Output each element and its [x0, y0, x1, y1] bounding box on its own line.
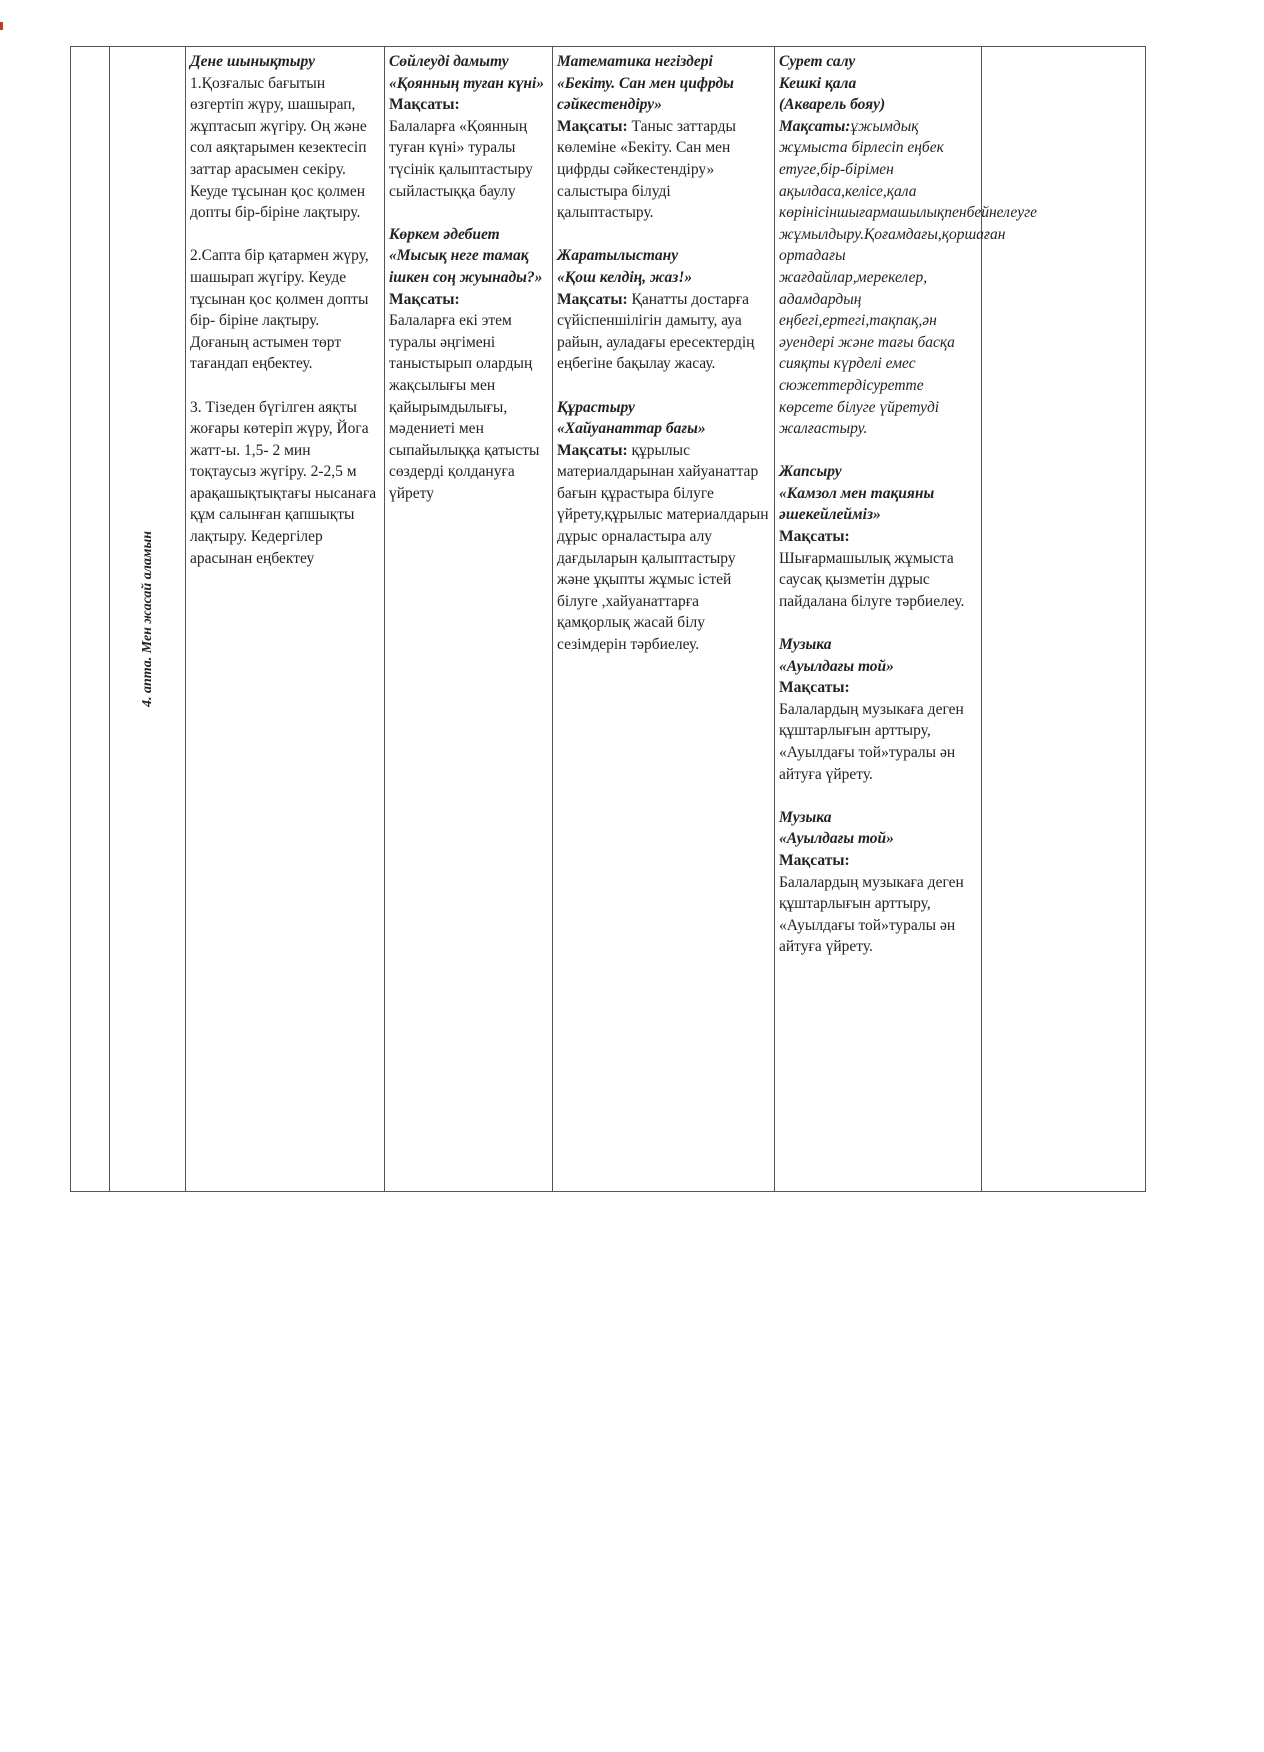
goal-label: Мақсаты:: [779, 851, 850, 869]
lesson-topic: «Қоянның туған күні»: [389, 74, 545, 92]
week-label: 4. апта. Мен жасай аламын: [139, 531, 155, 707]
goal-text: ұжымдық жұмыста бірлесіп еңбек етуге,бір-бірімен ақылдаса,келісе,қала көрінісіншығармашылықпенбейнелеуге жұмылдыру.Қоғамдағы,қоршаған ортадағы жағдайлар,мерекелер, адамдардың еңбегі,ертегі,тақпақ,ән әуендері және тағы басқа сияқты күрделі емес сюжеттердісуретте көрсете білуге үйретуді жалғастыру.: [779, 117, 1038, 438]
lesson-topic: «Хайуанаттар бағы»: [557, 420, 706, 438]
lesson-block: [557, 245, 770, 375]
goal-label: Мақсаты:: [557, 290, 628, 308]
week-cell: [110, 47, 186, 1192]
column-math-science-construction: [553, 47, 775, 1192]
subject-title: Дене шынықтыру: [190, 53, 315, 70]
lesson-block: [190, 51, 380, 569]
lesson-topic: «Бекіту. Сан мен цифрды сәйкестендіру»: [557, 74, 734, 114]
weekly-plan-table: [70, 46, 1146, 1192]
lesson-block: [557, 51, 770, 224]
paragraph: 3. Тізеден бүгілген аяқты жоғары көтеріп жүру, Йога жатт-ы. 1,5- 2 мин тоқтаусыз жүгіру. 2-2,5 м арақашықтықтағы нысанаға құм салынған қапшықты лақтыру. Кедергілер арасынан еңбектеу: [190, 398, 377, 567]
table-row: [71, 47, 1146, 1192]
goal-text: Балаларға «Қоянның туған күні» туралы түсінік қалыптастыру сыйластыққа баулу: [389, 117, 533, 200]
lesson-topic-note: (Акварель бояу): [779, 96, 886, 114]
lesson-block: [779, 807, 977, 958]
goal-label: Мақсаты:: [557, 117, 628, 135]
subject-title: Жапсыру: [779, 463, 842, 481]
goal-text: Балаларға екі этем туралы әңгімені таныстырып олардың жақсылығы мен қайырымдылығы, мәдениеті мен сыпайылыққа қатысты сөздерді қолдануға үйрету: [389, 312, 540, 502]
goal-label: Мақсаты:: [557, 441, 628, 459]
goal-text: Балалардың музыкаға деген құштарлығын арттыру, «Ауылдағы той»туралы ән айтуға үйрету.: [779, 873, 964, 956]
lesson-block: [779, 51, 1038, 440]
subject-title: Сөйлеуді дамыту: [389, 53, 509, 70]
goal-text: Қанатты достарға сүйіспеншілігін дамыту, ауа райын, ауладағы ересектердің еңбегіне бақылау жасау.: [557, 290, 755, 373]
goal-label: Мақсаты:: [389, 290, 460, 308]
goal-line: [557, 116, 770, 224]
subject-title: Сурет салу: [779, 53, 856, 70]
subject-title: Математика негіздері: [557, 53, 713, 70]
paragraph: 1.Қозғалыс бағытын өзгертіп жүру, шашырап, жұптасып жүгіру. Оң және сол аяқтарымен кезектесіп заттар арасымен секіру. Кеуде тұсынан қос қолмен допты бір-біріне лақтыру.: [190, 74, 367, 222]
goal-line: [779, 116, 1038, 440]
subject-title: Музыка: [779, 808, 832, 826]
goal-text: Балалардың музыкаға деген құштарлығын арттыру, «Ауылдағы той»туралы ән айтуға үйрету.: [779, 700, 964, 783]
lesson-topic: «Мысық неге тамақ ішкен соң жуынады?»: [389, 247, 543, 286]
subject-title: Көркем әдебиет: [389, 225, 500, 243]
lesson-topic: «Қош келдің, жаз!»: [557, 268, 693, 286]
lesson-block: [389, 224, 548, 505]
lesson-topic: «Ауылдағы той»: [779, 830, 894, 848]
goal-label: Мақсаты:: [779, 117, 851, 135]
lesson-topic: «Камзол мен тақияны әшекейлейміз»: [779, 484, 935, 524]
goal-text: Таныс заттарды көлеміне «Бекіту. Сан мен цифрды сәйкестендіру» салыстыра білуді қалыптастыру.: [557, 117, 736, 222]
column-art-music: [775, 47, 1038, 1192]
goal-label: Мақсаты:: [779, 679, 850, 697]
goal-label: Мақсаты:: [389, 96, 460, 114]
lesson-block: [779, 461, 977, 612]
margin-cell: [71, 47, 110, 1192]
goal-line: [557, 289, 770, 375]
lesson-block: [779, 634, 977, 785]
lesson-block: [389, 51, 548, 202]
column-physical-education: [186, 47, 385, 1192]
scan-corner-mark: [0, 22, 3, 30]
subject-title: Музыка: [779, 636, 832, 654]
goal-text: құрылыс материалдарынан хайуанаттар бағын құрастыра білуге үйрету,құрылыс материалдарын дұрыс орналастыра алу дағдыларын қалыптастыру және ұқыпты жұмыс істей білуге ,хайуанаттарға қамқорлық жасай білу сезімдерін тәрбиелеу.: [557, 441, 769, 654]
paragraph: 2.Сапта бір қатармен жүру, шашырап жүгіру. Кеуде тұсынан қос қолмен допты бір- біріне лақтыру. Доғаның астымен төрт тағандап еңбектеу.: [190, 247, 369, 373]
goal-text: Шығармашылық жұмыста саусақ қызметін дұрыс пайдалана білуге тәрбиелеу.: [779, 549, 965, 610]
goal-line: [557, 440, 770, 656]
subject-title: Жаратылыстану: [557, 247, 679, 265]
lesson-topic: «Ауылдағы той»: [779, 657, 894, 675]
lesson-block: [557, 397, 770, 656]
subject-title: Құрастыру: [557, 398, 635, 416]
lesson-topic: Кешкі қала: [779, 74, 857, 92]
column-speech-literature: [385, 47, 553, 1192]
goal-label: Мақсаты:: [779, 528, 850, 546]
